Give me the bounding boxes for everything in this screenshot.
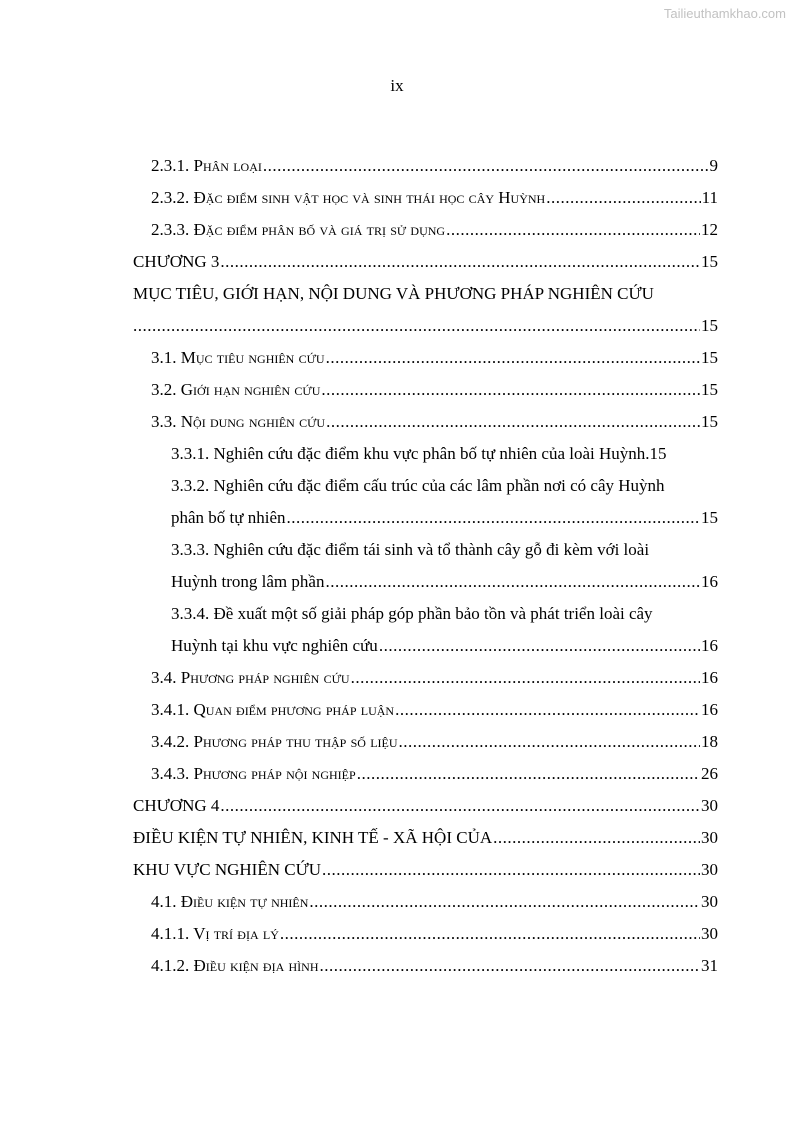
toc-entry-label: 3.3.1. Nghiên cứu đặc điểm khu vực phân bố tự nhiên của loài Huỳnh. [171,444,650,463]
dot-leader [546,183,700,213]
toc-entry-3-2[interactable] [151,375,718,405]
toc-entry-3-4[interactable] [151,663,718,693]
toc-entry-page: 26 [701,764,718,783]
toc-entry-3-4-1[interactable] [151,695,718,725]
dot-leader [325,567,700,597]
toc-entry-label: 3.1. Mục tiêu nghiên cứu [151,348,325,367]
toc-entry-label: Huỳnh tại khu vực nghiên cứu [171,636,378,655]
toc-entry-label: 3.4.1. Quan điểm phương pháp luận [151,700,395,719]
toc-entry-page: 30 [701,892,718,911]
toc-entry-4-1-2[interactable] [151,951,718,981]
dot-leader [280,919,700,949]
toc-entry-2-3-2[interactable] [151,183,718,213]
toc-entry-3-3[interactable] [151,407,718,437]
dot-leader [263,151,709,181]
toc-entry-label: 3.3. Nội dung nghiên cứu [151,412,326,431]
toc-entry-3-4-2[interactable] [151,727,718,757]
toc-entry-chapter-4-title[interactable] [133,823,718,853]
toc-entry-label: CHƯƠNG 4 [133,796,220,815]
toc-entry-chapter-3-title[interactable] [133,279,718,309]
toc-entry-3-3-3-cont[interactable] [171,567,718,597]
toc-entry-3-3-2[interactable] [171,471,718,501]
toc-entry-label: ĐIỀU KIỆN TỰ NHIÊN, KINH TẾ - XÃ HỘI CỦA [133,828,493,847]
dot-leader [287,503,700,533]
toc-entry-page: 31 [701,956,718,975]
toc-entry-page: 15 [701,508,718,527]
toc-entry-page: 15 [701,412,718,431]
toc-entry-label: MỤC TIÊU, GIỚI HẠN, NỘI DUNG VÀ PHƯƠNG PHÁP NGHIÊN CỨU [133,284,654,303]
toc-entry-page: 15 [649,444,667,463]
toc-entry-page: 16 [701,636,718,655]
toc-entry-page: 11 [701,188,718,207]
toc-entry-label: 2.3.1. Phân loại [151,156,262,175]
toc-entry-3-4-3[interactable] [151,759,718,789]
watermark: Tailieuthamkhao.com [663,6,786,21]
toc-entry-label: 3.2. Giới hạn nghiên cứu [151,380,321,399]
page-number: ix [390,76,404,95]
toc-entry-4-1-1[interactable] [151,919,718,949]
toc-entry-label: 3.4.3. Phương pháp nội nghiệp [151,764,356,783]
dot-leader [379,631,700,661]
dot-leader [309,887,700,917]
toc-entry-2-3-1[interactable] [151,151,718,181]
dot-leader [133,311,700,341]
toc-entry-page: 18 [701,732,718,751]
dot-leader [446,215,700,245]
toc-entry-page: 15 [701,316,718,335]
toc-entry-2-3-3[interactable] [151,215,718,245]
toc-entry-label: KHU VỰC NGHIÊN CỨU [133,860,322,879]
toc-entry-chapter-3-title-page[interactable] [133,311,718,341]
toc-entry-chapter-4-title-cont[interactable] [133,855,718,885]
toc-entry-3-3-4-cont[interactable] [171,631,718,661]
dot-leader [321,375,700,405]
toc-entry-page: 30 [701,796,718,815]
dot-leader [320,951,701,981]
dot-leader [326,343,700,373]
dot-leader [220,791,700,821]
toc-entry-label: 3.4. Phương pháp nghiên cứu [151,668,350,687]
toc-entry-3-1[interactable] [151,343,718,373]
toc-entry-4-1[interactable] [151,887,718,917]
toc-entry-page: 30 [701,924,718,943]
toc-entry-label: Huỳnh trong lâm phần [171,572,325,591]
toc-entry-3-3-1[interactable] [171,439,718,469]
toc-entry-chapter-4[interactable] [133,791,718,821]
dot-leader [220,247,700,277]
toc-entry-label: 4.1.1. Vị trí địa lý [151,924,279,943]
dot-leader [351,663,700,693]
toc-entry-page: 16 [701,668,718,687]
dot-leader [399,727,700,757]
toc-entry-page: 16 [701,700,718,719]
toc-entry-label: 4.1.2. Điều kiện địa hình [151,956,319,975]
toc-entry-3-3-2-cont[interactable] [171,503,718,533]
dot-leader [395,695,700,725]
toc-entry-label: 4.1. Điều kiện tự nhiên [151,892,309,911]
toc-entry-label: 3.3.4. Đề xuất một số giải pháp góp phần bảo tồn và phát triển loài cây [171,604,653,623]
toc-entry-label: 3.3.3. Nghiên cứu đặc điểm tái sinh và tổ thành cây gỗ đi kèm với loài [171,540,650,559]
toc-entry-3-3-3[interactable] [171,535,718,565]
toc-entry-label: 2.3.2. Đặc điểm sinh vật học và sinh thái học cây Huỳnh [151,188,546,207]
toc-entry-label: 2.3.3. Đặc điểm phân bố và giá trị sử dụng [151,220,446,239]
toc-entry-label: 3.3.2. Nghiên cứu đặc điểm cấu trúc của các lâm phần nơi có cây Huỳnh [171,476,665,495]
toc-entry-page: 12 [701,220,718,239]
toc-entry-page: 9 [709,156,718,175]
toc-entry-page: 15 [701,380,718,399]
toc-entry-label: CHƯƠNG 3 [133,252,220,271]
dot-leader [357,759,700,789]
toc-entry-chapter-3[interactable] [133,247,718,277]
toc-entry-page: 15 [701,252,718,271]
dot-leader [493,823,700,853]
dot-leader [322,855,700,885]
toc-entry-page: 30 [701,828,718,847]
toc-entry-page: 30 [701,860,718,879]
toc-entry-label: 3.4.2. Phương pháp thu thập số liệu [151,732,398,751]
toc-entry-label: phân bố tự nhiên [171,508,286,527]
toc-entry-3-3-4[interactable] [171,599,718,629]
toc-entry-page: 15 [701,348,718,367]
dot-leader [326,407,700,437]
toc-entry-page: 16 [701,572,718,591]
